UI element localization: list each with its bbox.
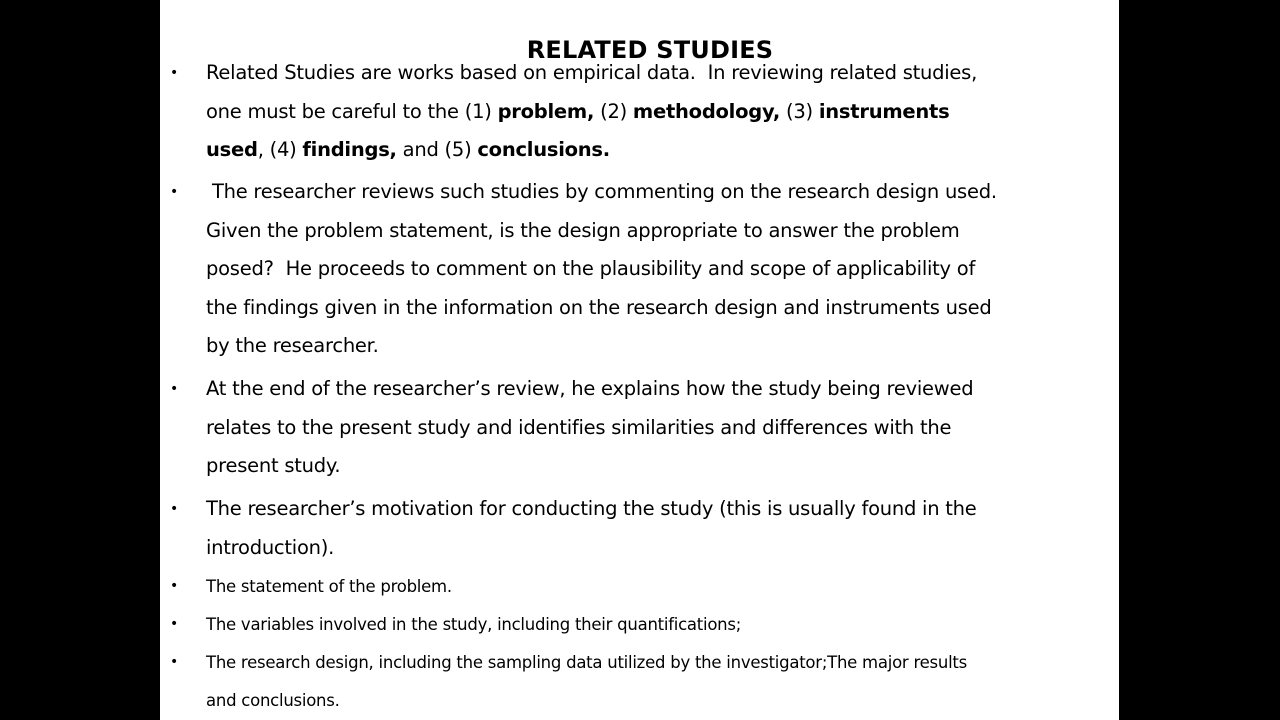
text-line: posed? He proceeds to comment on the plausibility and scope of applicability of [206, 257, 976, 280]
bullet-icon: • [170, 654, 179, 670]
slide-title: RELATED STUDIES [526, 36, 774, 64]
emphasis-instruments: instruments [818, 99, 950, 123]
text-segment: (3) [780, 99, 819, 123]
bullet-text [206, 490, 1106, 567]
text-line: The research design, including the sampling data utilized by the investigator;The major results [206, 653, 967, 672]
bullet-icon: • [170, 501, 179, 517]
text-line: relates to the present study and identifies similarities and differences with the [206, 415, 952, 439]
text-line: and conclusions. [206, 690, 340, 710]
text-line: The researcher’s motivation for conducting the study (this is usually found in the [206, 497, 977, 520]
text-line: The researcher reviews such studies by commenting on the research design used. [206, 180, 997, 203]
text-segment: (2) [594, 99, 633, 123]
emphasis-problem: problem, [497, 99, 595, 123]
bullet-text [206, 606, 1106, 644]
text-line: present study. [206, 454, 341, 477]
text-line: one must be careful to the (1) [206, 99, 498, 123]
text-segment: , (4) [257, 138, 303, 161]
bullet-text [206, 644, 1106, 719]
presentation-slide [160, 0, 1119, 720]
text-line: by the researcher. [206, 334, 379, 357]
bullet-icon: • [170, 381, 179, 397]
bullet-text [206, 370, 1106, 486]
text-line: At the end of the researcher’s review, he explains how the study being reviewed [206, 377, 974, 400]
text-line: the findings given in the information on the research design and instruments used [206, 295, 992, 319]
text-line: Given the problem statement, is the design appropriate to answer the problem [206, 218, 960, 242]
text-line: The statement of the problem. [206, 577, 452, 596]
emphasis-methodology: methodology, [632, 99, 781, 123]
text-line: The variables involved in the study, including their quantifications; [206, 615, 742, 634]
bullet-text [206, 173, 1106, 366]
text-line: introduction). [206, 535, 335, 559]
bullet-icon: • [170, 578, 179, 594]
bullet-icon: • [170, 184, 179, 200]
bullet-icon: • [170, 65, 179, 81]
emphasis-used: used [206, 138, 258, 161]
bullet-text [206, 568, 1106, 606]
text-segment: and (5) [396, 138, 478, 161]
bullet-icon: • [170, 616, 179, 632]
emphasis-findings: findings, [302, 138, 397, 161]
bullet-text [206, 54, 1106, 170]
emphasis-conclusions: conclusions. [477, 138, 610, 161]
text-line: Related Studies are works based on empirical data. In reviewing related studies, [206, 61, 978, 84]
